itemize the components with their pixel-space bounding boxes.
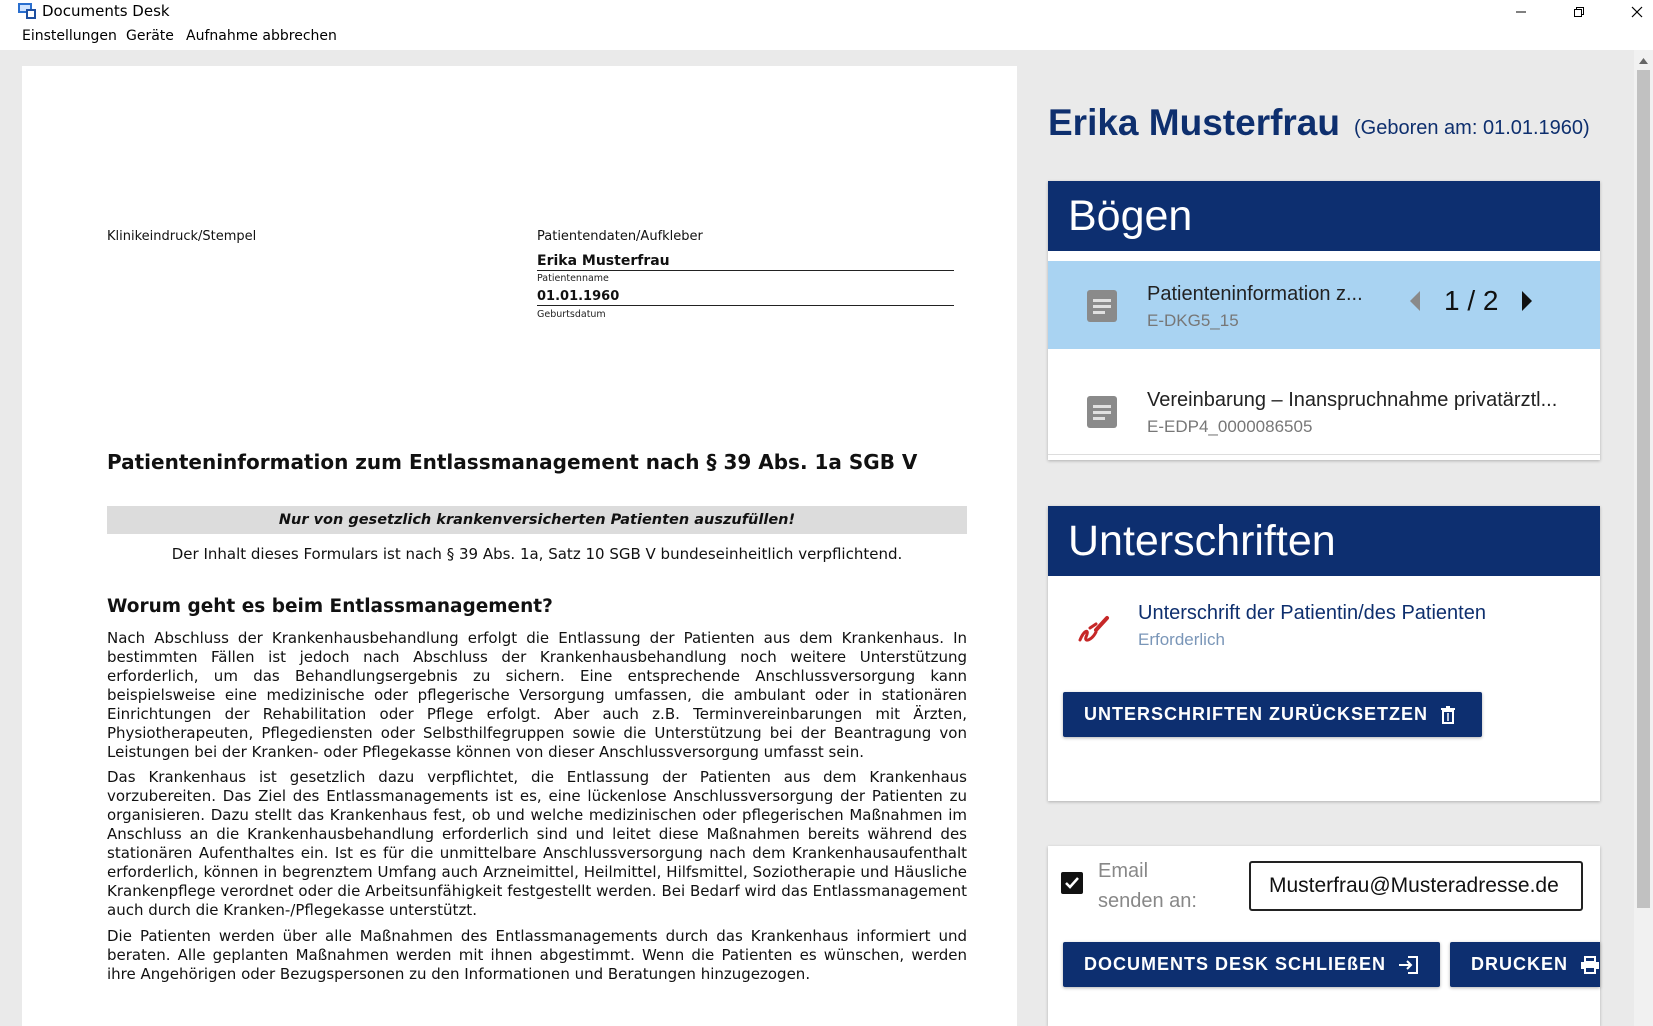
signature-title: Unterschrift der Patientin/des Patienten bbox=[1138, 602, 1486, 624]
exit-icon bbox=[1398, 956, 1418, 974]
close-documents-desk-button[interactable] bbox=[1063, 942, 1440, 987]
reset-signatures-button[interactable] bbox=[1063, 692, 1482, 737]
signature-status: Erforderlich bbox=[1138, 630, 1225, 649]
form-item[interactable] bbox=[1048, 367, 1600, 455]
menu-einstellungen[interactable]: Einstellungen bbox=[22, 28, 117, 44]
close-icon bbox=[1631, 6, 1643, 18]
minimize-button[interactable] bbox=[1498, 0, 1544, 24]
document-title: Patienteninformation zum Entlassmanagement nach § 39 Abs. 1a SGB V bbox=[107, 450, 918, 474]
patient-data-label: Patientendaten/Aufkleber bbox=[537, 229, 703, 244]
check-icon bbox=[1064, 876, 1080, 890]
document-page[interactable] bbox=[22, 66, 1017, 1026]
signatures-card bbox=[1048, 506, 1600, 801]
menu-aufnahme-abbrechen[interactable]: Aufnahme abbrechen bbox=[186, 28, 337, 44]
birth-date-caption: Geburtsdatum bbox=[537, 309, 606, 320]
email-checkbox[interactable] bbox=[1061, 872, 1083, 894]
restore-icon bbox=[1573, 6, 1585, 18]
notice-bar bbox=[107, 506, 967, 534]
forms-header: Bögen bbox=[1048, 181, 1600, 251]
doc-birth-date: 01.01.1960 bbox=[537, 289, 954, 306]
patient-name-caption: Patientenname bbox=[537, 273, 609, 284]
form-item-id: E-EDP4_0000086505 bbox=[1147, 417, 1313, 436]
signatures-header: Unterschriften bbox=[1048, 506, 1600, 576]
signature-pen-icon bbox=[1076, 610, 1112, 646]
binding-note: Der Inhalt dieses Formulars ist nach § 39 Abs. 1a, Satz 10 SGB V bundeseinheitlich verpflichtend. bbox=[171, 545, 903, 563]
menu-bar bbox=[0, 26, 1653, 48]
form-item-id: E-DKG5_15 bbox=[1147, 311, 1239, 330]
page-pager bbox=[1408, 285, 1534, 317]
form-item-title: Vereinbarung – Inanspruchnahme privatärztl... bbox=[1147, 389, 1558, 411]
next-page-icon[interactable] bbox=[1520, 290, 1534, 312]
restore-button[interactable] bbox=[1556, 0, 1602, 24]
reset-signatures-label: UNTERSCHRIFTEN ZURÜCKSETZEN bbox=[1084, 704, 1428, 724]
trash-icon bbox=[1440, 706, 1456, 724]
signature-item[interactable] bbox=[1048, 576, 1600, 676]
print-button[interactable] bbox=[1450, 942, 1600, 987]
notice-text: Nur von gesetzlich krankenversicherten Patienten auszufüllen! bbox=[278, 512, 796, 528]
close-app-label: DOCUMENTS DESK SCHLIEßEN bbox=[1084, 954, 1387, 974]
scrollbar-thumb[interactable] bbox=[1637, 70, 1650, 908]
scroll-up-icon[interactable] bbox=[1637, 55, 1650, 67]
document-icon bbox=[1086, 395, 1118, 429]
document-icon bbox=[1086, 289, 1118, 323]
paragraph-3: Die Patienten werden über alle Maßnahmen des Entlassmanagements durch das Krankenhaus informiert und beraten. Alle geplanten Maßnahmen werden mit ihnen abgestimmt. Wenn die Patienten es wünschen, werden ihre Angehörigen oder Bezugspersonen zu den Informationen und Beratungen hinzugezogen. bbox=[107, 927, 967, 983]
window-title: Documents Desk bbox=[42, 2, 170, 20]
patient-birth-date: (Geboren am: 01.01.1960) bbox=[1354, 117, 1590, 139]
paragraph-1: Nach Abschluss der Krankenhausbehandlung erfolgt die Entlassung der Patienten aus dem Krankenhaus. In bestimmten Fällen ist jedoch nach Abschluss der Krankenhausbehandlung noch weitere Unterstützung erforderlich, um das Behandlungsergebnis zu sichern. Eine entsprechende Anschlussversorgung kann beispielsweise eine medizinische oder pflegerische Versorgung umfassen, die ambulant oder in stationären Einrichtungen der Rehabilitation oder Pflege erfolgt. Aber auch z.B. Terminvereinbarungen mit Ärzten, Physiotherapeuten, Pflegediensten oder Selbsthilfegruppen sowie die Unterstützung bei der Beantragung von Leistungen bei der Kranken- oder Pflegekasse können von dieser Anschlussversorgung umfasst sein. bbox=[107, 629, 967, 761]
title-bar bbox=[0, 0, 1653, 24]
form-item-selected[interactable] bbox=[1048, 261, 1600, 349]
forms-card bbox=[1048, 181, 1600, 460]
section-heading: Worum geht es beim Entlassmanagement? bbox=[107, 596, 553, 617]
paragraph-2: Das Krankenhaus ist gesetzlich dazu verpflichtet, die Entlassung der Patienten aus dem Krankenhaus vorzubereiten. Das Ziel des Entlassmanagements ist es, eine lückenlose Anschlussversorgung der Patienten zu organisieren. Dazu stellt das Krankenhaus fest, ob und welche medizinischen oder pflegerischen Maßnahmen im Anschluss an die Krankenhausbehandlung erforderlich sind und leitet diese Maßnahmen bereits während des stationären Aufenthaltes ein. Ist es für die unmittelbare Anschlussversorgung nach dem Krankenhausaufenthalt erforderlich, können in begrenztem Umfang auch Arzneimittel, Heilmittel, Hilfsmittel, Soziotherapie und Häusliche Krankenpflege verordnet oder die Arbeitsunfähigkeit festgestellt werden. Bei Bedarf wird das Entlassmanagement auch durch die Kranken-/Pflegekasse unterstützt. bbox=[107, 768, 967, 919]
email-label: Email senden an: bbox=[1098, 860, 1197, 912]
close-window-button[interactable] bbox=[1614, 0, 1653, 24]
form-item-title: Patienteninformation z... bbox=[1147, 283, 1363, 305]
prev-page-icon[interactable] bbox=[1408, 290, 1422, 312]
app-icon bbox=[17, 2, 37, 20]
email-input[interactable] bbox=[1249, 861, 1583, 911]
printer-icon bbox=[1580, 956, 1600, 974]
print-label: DRUCKEN bbox=[1471, 954, 1568, 974]
patient-name: Erika Musterfrau bbox=[1048, 102, 1340, 143]
clinic-stamp-label: Klinikeindruck/Stempel bbox=[107, 229, 257, 244]
minimize-icon bbox=[1515, 6, 1527, 18]
doc-patient-name: Erika Musterfrau bbox=[537, 253, 954, 271]
menu-geraete[interactable]: Geräte bbox=[126, 28, 174, 44]
page-indicator: 1 / 2 bbox=[1444, 285, 1499, 316]
